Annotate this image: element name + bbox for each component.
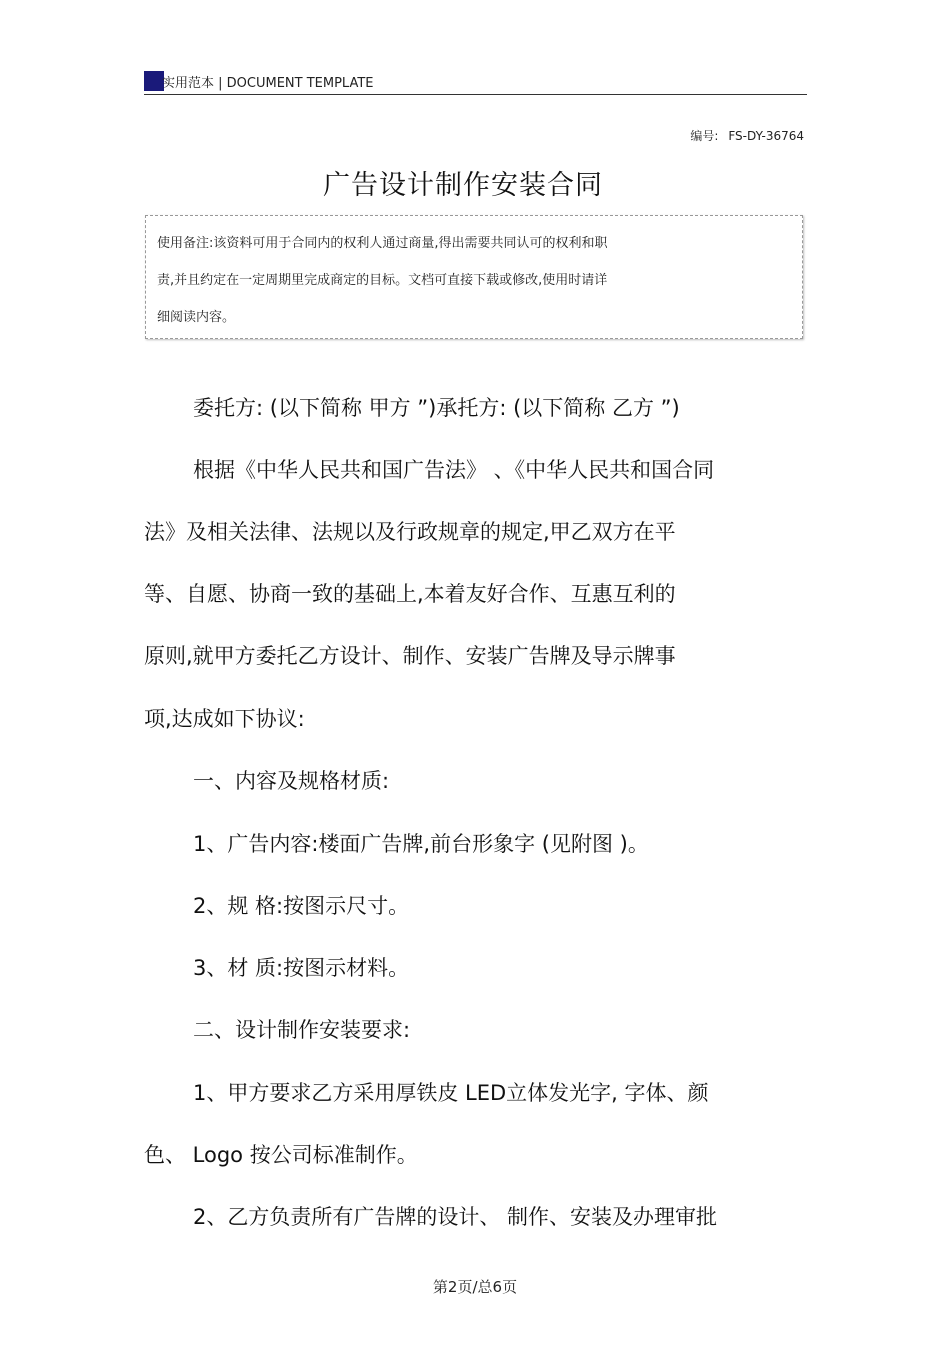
usage-note-line: 细阅读内容。 xyxy=(157,310,236,325)
document-number xyxy=(690,127,804,144)
document-number-value: FS-DY-36764 xyxy=(728,129,804,143)
document-header xyxy=(144,68,807,95)
body-paragraph-line: 色、 Logo 按公司标准制作。 xyxy=(144,1143,418,1167)
section-heading: 一、内容及规格材质: xyxy=(193,769,390,793)
header-logo-square xyxy=(144,71,164,91)
header-brand-text: 实用范本 | DOCUMENT TEMPLATE xyxy=(162,76,374,91)
body-paragraph-line: 等、自愿、协商一致的基础上,本着友好合作、互惠互利的 xyxy=(144,582,676,606)
body-paragraph-line: 根据《中华人民共和国广告法》 、《中华人民共和国合同 xyxy=(193,458,715,482)
body-paragraph-line: 委托方: (以下简称 甲方 ”)承托方: (以下简称 乙方 ”) xyxy=(193,396,680,420)
body-paragraph-line: 法》及相关法律、法规以及行政规章的规定,甲乙双方在平 xyxy=(144,520,676,544)
document-title: 广告设计制作安装合同 xyxy=(323,170,603,201)
body-paragraph-line: 1、广告内容:楼面广告牌,前台形象字 (见附图 )。 xyxy=(193,832,649,856)
body-paragraph-line: 项,达成如下协议: xyxy=(144,707,305,731)
section-heading: 二、设计制作安装要求: xyxy=(193,1018,411,1042)
document-number-label: 编号: xyxy=(690,129,719,143)
body-paragraph-line: 2、乙方负责所有广告牌的设计、 制作、安装及办理审批 xyxy=(193,1205,718,1229)
page-indicator: 第2页/总6页 xyxy=(432,1278,518,1296)
body-paragraph-line: 1、甲方要求乙方采用厚铁皮 LED立体发光字, 字体、颜 xyxy=(193,1081,709,1105)
usage-note-line: 责,并且约定在一定周期里完成商定的目标。文档可直接下载或修改,使用时请详 xyxy=(157,273,608,288)
usage-note-box xyxy=(145,215,803,339)
body-paragraph-line: 3、材 质:按图示材料。 xyxy=(193,956,410,980)
usage-note-line: 使用备注:该资料可用于合同内的权利人通过商量,得出需要共同认可的权利和职 xyxy=(157,236,608,251)
body-paragraph-line: 2、规 格:按图示尺寸。 xyxy=(193,894,410,918)
body-paragraph-line: 原则,就甲方委托乙方设计、制作、安装广告牌及导示牌事 xyxy=(144,644,676,668)
